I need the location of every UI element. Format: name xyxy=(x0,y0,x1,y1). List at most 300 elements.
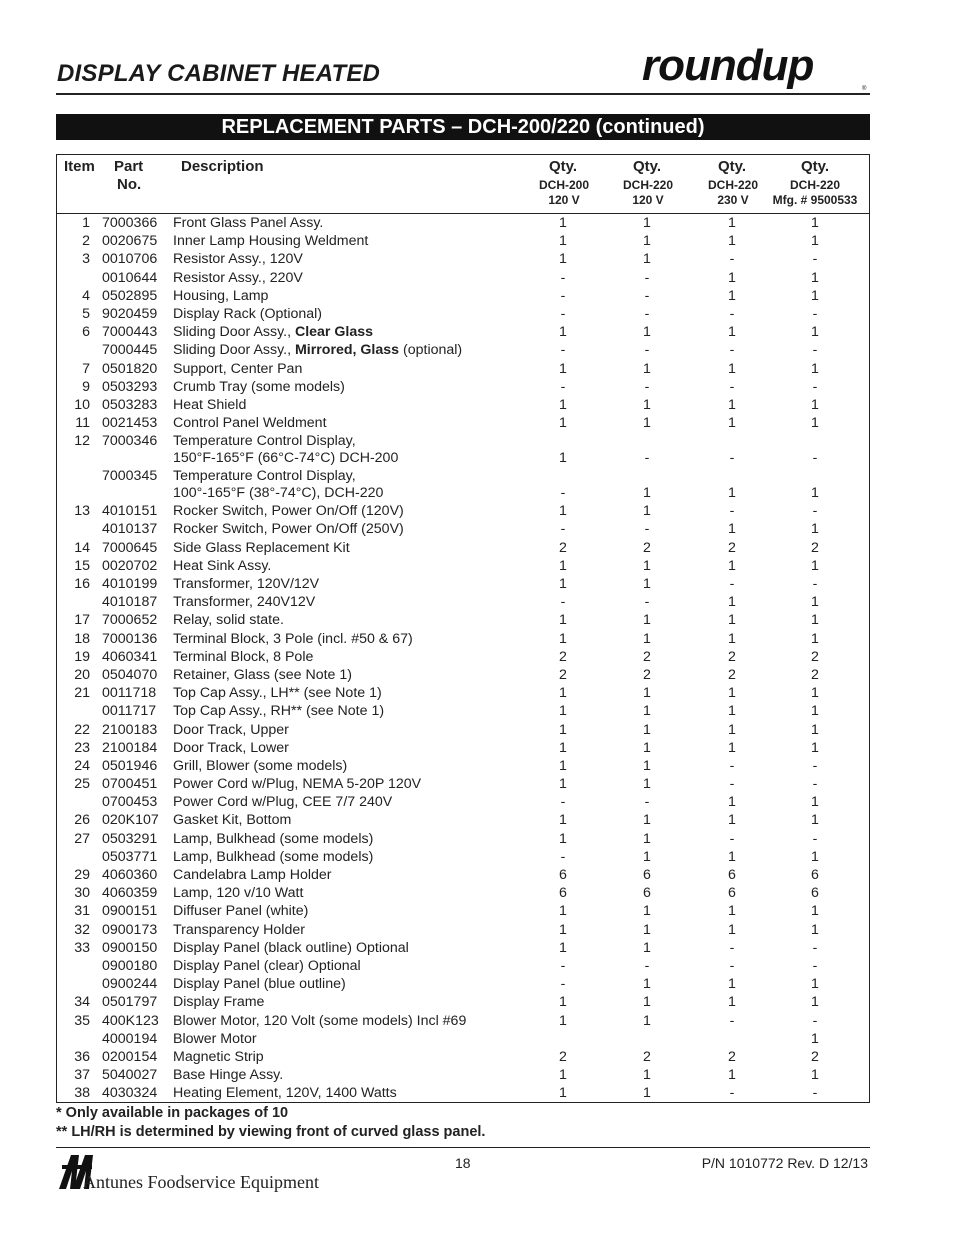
qty-value: - xyxy=(729,830,735,847)
qty-value: 2 xyxy=(728,648,736,665)
qty-value: 1 xyxy=(559,576,567,592)
qty-value: - xyxy=(560,521,566,538)
qty-value: - xyxy=(644,342,650,359)
qty-value: 1 xyxy=(643,396,651,413)
part-number: 4000194 xyxy=(102,1030,158,1047)
qty-value: - xyxy=(560,848,566,865)
header-col-dch220-120: DCH-220 120 V xyxy=(622,178,673,207)
footnotes xyxy=(56,1104,485,1142)
qty-value: - xyxy=(812,305,818,322)
item-number: 20 xyxy=(74,666,90,683)
part-number: 0900180 xyxy=(102,957,158,974)
part-description: Terminal Block, 3 Pole (incl. #50 & 67) xyxy=(173,630,413,647)
qty-value: 1 xyxy=(643,630,651,647)
svg-text:®: ® xyxy=(862,86,867,92)
part-description: Lamp, Bulkhead (some models) xyxy=(173,830,374,847)
qty-value: 1 xyxy=(811,721,819,738)
qty-value: 1 xyxy=(728,360,736,377)
table-row xyxy=(57,214,869,232)
qty-value: 1 xyxy=(811,612,819,629)
qty-value: 1 xyxy=(811,794,819,811)
part-description: Rocker Switch, Power On/Off (120V) xyxy=(173,503,404,520)
item-number: 38 xyxy=(74,1085,90,1102)
qty-value: 1 xyxy=(811,630,819,647)
qty-value: 1 xyxy=(643,994,651,1011)
qty-value: 1 xyxy=(559,450,567,467)
qty-value: 1 xyxy=(811,903,819,920)
qty-value: 1 xyxy=(811,848,819,865)
qty-value: 1 xyxy=(643,503,651,520)
qty-value: 1 xyxy=(728,1067,736,1084)
part-number: 4010187 xyxy=(102,594,158,611)
part-description: Crumb Tray (some models) xyxy=(173,378,345,395)
qty-value: - xyxy=(560,269,566,286)
qty-value: 1 xyxy=(728,812,736,829)
part-number: 4030324 xyxy=(102,1085,158,1102)
qty-value: 1 xyxy=(811,287,819,304)
part-number: 0011718 xyxy=(102,685,157,702)
table-row xyxy=(57,902,869,920)
qty-value: 1 xyxy=(811,396,819,413)
part-number: 5040027 xyxy=(102,1067,158,1084)
part-description: Sliding Door Assy., Mirrored, Glass (optional) xyxy=(173,342,463,359)
part-description: Display Panel (blue outline) xyxy=(173,976,346,993)
qty-value: 1 xyxy=(643,251,651,268)
qty-value: 6 xyxy=(811,867,819,883)
part-description: Blower Motor xyxy=(173,1030,257,1047)
qty-value: 1 xyxy=(559,557,567,574)
qty-value: 1 xyxy=(559,830,567,847)
qty-value: - xyxy=(560,957,566,974)
qty-value: 1 xyxy=(728,594,736,611)
qty-value: 1 xyxy=(811,215,819,231)
item-number: 4 xyxy=(82,287,90,304)
qty-value: 6 xyxy=(559,867,567,883)
part-number: 2100184 xyxy=(102,739,158,756)
qty-value: - xyxy=(729,939,735,956)
qty-value: - xyxy=(560,794,566,811)
part-description: Power Cord w/Plug, NEMA 5-20P 120V xyxy=(173,776,422,793)
part-number: 4010151 xyxy=(102,503,158,520)
table-row xyxy=(57,520,869,538)
qty-value: 1 xyxy=(728,976,736,993)
part-description: Temperature Control Display, 150°F-165°F (66°C-74°C) DCH-200 xyxy=(173,433,399,467)
qty-value: 1 xyxy=(643,685,651,702)
part-number: 4060359 xyxy=(102,885,158,902)
qty-value: - xyxy=(644,305,650,322)
qty-value: - xyxy=(812,957,818,974)
table-row xyxy=(57,467,869,502)
table-row xyxy=(57,830,869,848)
part-number: 400K123 xyxy=(102,1012,159,1029)
qty-value: - xyxy=(644,269,650,286)
item-number: 7 xyxy=(82,360,90,377)
qty-value: 1 xyxy=(559,903,567,920)
qty-value: 6 xyxy=(728,885,736,902)
part-number: 7000652 xyxy=(102,612,158,629)
qty-value: 1 xyxy=(559,1067,567,1084)
part-number: 0502895 xyxy=(102,287,158,304)
qty-value: 1 xyxy=(728,396,736,413)
part-number: 0900151 xyxy=(102,903,158,920)
item-number: 26 xyxy=(74,812,90,829)
qty-value: 2 xyxy=(728,539,736,556)
part-number: 0900173 xyxy=(102,921,158,938)
qty-value: 1 xyxy=(728,557,736,574)
qty-value: 1 xyxy=(559,739,567,756)
part-description: Gasket Kit, Bottom xyxy=(173,812,292,829)
qty-value: - xyxy=(812,251,818,268)
qty-value: - xyxy=(729,576,735,592)
item-number: 18 xyxy=(74,630,90,647)
qty-value: 1 xyxy=(728,903,736,920)
item-number: 30 xyxy=(74,885,90,902)
table-row xyxy=(57,269,869,287)
part-number: 2100183 xyxy=(102,721,158,738)
part-number: 7000445 xyxy=(102,342,158,359)
qty-value: 1 xyxy=(559,921,567,938)
part-description: Side Glass Replacement Kit xyxy=(173,539,350,556)
part-number: 0503291 xyxy=(102,830,158,847)
part-number: 0010706 xyxy=(102,251,158,268)
table-row xyxy=(57,287,869,305)
header-col-dch200-120: DCH-200 120 V xyxy=(538,178,589,207)
item-number: 25 xyxy=(74,776,90,793)
header-qty-2: Qty. xyxy=(633,158,662,175)
part-description: Display Rack (Optional) xyxy=(173,305,323,322)
header-col-dch220-mfg: DCH-220 Mfg. # 9500533 xyxy=(772,178,858,207)
part-description: Control Panel Weldment xyxy=(173,415,327,432)
section-banner: REPLACEMENT PARTS – DCH-200/220 (continued) xyxy=(56,114,870,140)
item-number: 34 xyxy=(74,994,90,1011)
qty-value: 1 xyxy=(811,921,819,938)
header-qty-3: Qty. xyxy=(718,158,747,175)
qty-value: 1 xyxy=(811,703,819,720)
part-description: Display Frame xyxy=(173,994,265,1011)
qty-value: - xyxy=(729,1012,735,1029)
item-number: 9 xyxy=(82,378,90,395)
part-number: 0501946 xyxy=(102,757,158,774)
qty-value: 1 xyxy=(728,739,736,756)
roundup-logo xyxy=(640,42,872,92)
table-row xyxy=(57,250,869,268)
qty-value: 1 xyxy=(728,685,736,702)
part-description: Inner Lamp Housing Weldment xyxy=(173,233,369,250)
item-number: 2 xyxy=(82,233,90,250)
qty-value: 1 xyxy=(811,739,819,756)
part-description: Transparency Holder xyxy=(173,921,305,938)
item-number: 31 xyxy=(74,903,90,920)
item-number: 6 xyxy=(82,324,90,341)
table-row xyxy=(57,757,869,775)
part-number: 7000366 xyxy=(102,215,158,231)
qty-value: 1 xyxy=(643,612,651,629)
qty-value: - xyxy=(644,450,650,467)
part-number: 7000136 xyxy=(102,630,158,647)
qty-value: 1 xyxy=(643,848,651,865)
qty-value: 1 xyxy=(643,776,651,793)
table-row xyxy=(57,593,869,611)
part-description: Display Panel (clear) Optional xyxy=(173,957,361,974)
qty-value: 1 xyxy=(811,594,819,611)
part-number: 0504070 xyxy=(102,666,158,683)
part-number: 020K107 xyxy=(102,812,159,829)
part-number: 7000443 xyxy=(102,324,158,341)
qty-value: 1 xyxy=(811,685,819,702)
qty-value: 1 xyxy=(559,757,567,774)
qty-value: - xyxy=(560,594,566,611)
part-description: Support, Center Pan xyxy=(173,360,303,377)
qty-value: 1 xyxy=(811,1067,819,1084)
qty-value: - xyxy=(812,776,818,793)
table-row xyxy=(57,1012,869,1030)
qty-value: 2 xyxy=(643,1048,651,1065)
qty-value: 1 xyxy=(811,521,819,538)
qty-value: 6 xyxy=(728,867,736,883)
qty-value: - xyxy=(729,450,735,467)
part-description: Sliding Door Assy., Clear Glass xyxy=(173,324,374,341)
qty-value: 1 xyxy=(728,324,736,341)
item-number: 33 xyxy=(74,939,90,956)
item-number: 35 xyxy=(74,1012,90,1029)
table-row xyxy=(57,993,869,1011)
qty-value: 1 xyxy=(728,612,736,629)
footer-divider xyxy=(56,1147,870,1148)
table-row xyxy=(57,866,869,884)
qty-value: 1 xyxy=(559,251,567,268)
qty-value: 1 xyxy=(728,630,736,647)
qty-value: - xyxy=(812,1085,818,1102)
part-description: Blower Motor, 120 Volt (some models) Incl #69 xyxy=(173,1012,467,1029)
qty-value: - xyxy=(812,1012,818,1029)
item-number: 22 xyxy=(74,721,90,738)
part-number: 0503771 xyxy=(102,848,158,865)
table-row xyxy=(57,378,869,396)
qty-value: 1 xyxy=(643,324,651,341)
part-description: Front Glass Panel Assy. xyxy=(173,215,324,231)
table-row xyxy=(57,630,869,648)
qty-value: 1 xyxy=(643,485,651,502)
part-description: Rocker Switch, Power On/Off (250V) xyxy=(173,521,404,538)
table-row xyxy=(57,232,869,250)
table-row xyxy=(57,957,869,975)
qty-value: 1 xyxy=(728,215,736,231)
part-number: 7000346 xyxy=(102,433,158,450)
qty-value: 1 xyxy=(559,685,567,702)
qty-value: 1 xyxy=(559,360,567,377)
qty-value: 1 xyxy=(643,939,651,956)
footnote: ** LH/RH is determined by viewing front of curved glass panel. xyxy=(56,1124,486,1140)
table-row xyxy=(57,666,869,684)
qty-value: 1 xyxy=(559,324,567,341)
qty-value: 1 xyxy=(728,921,736,938)
qty-value: - xyxy=(644,957,650,974)
qty-value: 2 xyxy=(728,666,736,683)
part-description: Display Panel (black outline) Optional xyxy=(173,939,409,956)
table-row xyxy=(57,884,869,902)
qty-value: 1 xyxy=(643,757,651,774)
qty-value: - xyxy=(812,342,818,359)
qty-value: 1 xyxy=(728,721,736,738)
qty-value: 1 xyxy=(811,324,819,341)
qty-value: 1 xyxy=(643,233,651,250)
part-description: Transformer, 120V/12V xyxy=(173,576,320,592)
table-row xyxy=(57,611,869,629)
part-number: 4010137 xyxy=(102,521,158,538)
item-number: 32 xyxy=(74,921,90,938)
qty-value: 1 xyxy=(559,503,567,520)
qty-value: 1 xyxy=(728,703,736,720)
qty-value: 1 xyxy=(643,903,651,920)
item-number: 17 xyxy=(74,612,90,629)
item-number: 24 xyxy=(74,757,90,774)
qty-value: 1 xyxy=(643,415,651,432)
qty-value: 1 xyxy=(559,630,567,647)
part-description: Diffuser Panel (white) xyxy=(173,903,309,920)
qty-value: 1 xyxy=(811,812,819,829)
qty-value: 1 xyxy=(728,415,736,432)
part-number: 7000645 xyxy=(102,539,158,556)
item-number: 11 xyxy=(75,415,90,432)
part-description: Transformer, 240V12V xyxy=(173,594,316,611)
qty-value: - xyxy=(729,378,735,395)
table-row xyxy=(57,975,869,993)
qty-value: 2 xyxy=(643,648,651,665)
qty-value: - xyxy=(729,305,735,322)
part-number: 4060360 xyxy=(102,867,158,883)
qty-value: - xyxy=(644,287,650,304)
table-row xyxy=(57,575,869,593)
table-row xyxy=(57,557,869,575)
part-description: Retainer, Glass (see Note 1) xyxy=(173,666,352,683)
part-description: Candelabra Lamp Holder xyxy=(173,867,332,883)
qty-value: - xyxy=(729,342,735,359)
header-col-dch220-230: DCH-220 230 V xyxy=(707,178,758,207)
qty-value: 1 xyxy=(643,1085,651,1102)
qty-value: - xyxy=(729,503,735,520)
qty-value: 1 xyxy=(559,721,567,738)
qty-value: 1 xyxy=(728,994,736,1011)
qty-value: 2 xyxy=(811,648,819,665)
qty-value: 1 xyxy=(728,848,736,865)
header-divider xyxy=(56,93,870,95)
qty-value: 1 xyxy=(643,921,651,938)
table-row xyxy=(57,1048,869,1066)
item-number: 36 xyxy=(74,1048,90,1065)
company-name: Antunes Foodservice Equipment xyxy=(83,1172,319,1192)
page-number: 18 xyxy=(455,1155,471,1171)
qty-value: 1 xyxy=(643,830,651,847)
table-row xyxy=(57,396,869,414)
table-row xyxy=(57,323,869,341)
qty-value: - xyxy=(812,576,818,592)
table-body xyxy=(57,214,869,1102)
qty-value: - xyxy=(729,757,735,774)
table-row xyxy=(57,360,869,378)
qty-value: 1 xyxy=(811,1030,819,1047)
qty-value: 1 xyxy=(643,1067,651,1084)
qty-value: - xyxy=(560,305,566,322)
header-qty-4: Qty. xyxy=(801,158,830,175)
table-row xyxy=(57,648,869,666)
header-part-line2: No. xyxy=(117,176,142,193)
qty-value: 1 xyxy=(643,721,651,738)
item-number: 23 xyxy=(74,739,90,756)
qty-value: 1 xyxy=(728,485,736,502)
item-number: 21 xyxy=(74,685,90,702)
qty-value: 1 xyxy=(728,287,736,304)
qty-value: - xyxy=(812,503,818,520)
part-number: 0503293 xyxy=(102,378,158,395)
part-description: Top Cap Assy., RH** (see Note 1) xyxy=(173,703,385,720)
part-description: Power Cord w/Plug, CEE 7/7 240V xyxy=(173,794,393,811)
part-number: 0020675 xyxy=(102,233,158,250)
table-row xyxy=(57,502,869,520)
qty-value: 1 xyxy=(559,812,567,829)
part-number: 4060341 xyxy=(102,648,158,665)
table-row xyxy=(57,1084,869,1102)
part-description: Heat Shield xyxy=(173,396,247,413)
part-number: 0011717 xyxy=(102,703,157,720)
table-row xyxy=(57,684,869,702)
qty-value: 2 xyxy=(559,539,567,556)
part-number: 0900244 xyxy=(102,976,158,993)
part-number: 4010199 xyxy=(102,576,158,592)
header-part-line1: Part xyxy=(114,158,144,175)
part-description: Relay, solid state. xyxy=(173,612,284,629)
item-number: 13 xyxy=(74,503,90,520)
qty-value: - xyxy=(560,287,566,304)
table-row xyxy=(57,848,869,866)
part-number: 0501797 xyxy=(102,994,158,1011)
item-number: 15 xyxy=(74,557,90,574)
qty-value: 1 xyxy=(559,233,567,250)
item-number: 5 xyxy=(82,305,90,322)
part-number: 0021453 xyxy=(102,415,158,432)
qty-value: 1 xyxy=(559,703,567,720)
item-number: 29 xyxy=(74,867,90,883)
qty-value: - xyxy=(729,1085,735,1102)
part-description: Heating Element, 120V, 1400 Watts xyxy=(173,1085,397,1102)
qty-value: 1 xyxy=(811,360,819,377)
qty-value: 1 xyxy=(643,1012,651,1029)
header-item: Item xyxy=(64,158,95,175)
qty-value: 1 xyxy=(643,215,651,231)
qty-value: 1 xyxy=(811,976,819,993)
qty-value: - xyxy=(812,757,818,774)
qty-value: 1 xyxy=(811,557,819,574)
part-description: Lamp, Bulkhead (some models) xyxy=(173,848,374,865)
part-description: Temperature Control Display, 100°-165°F (38°-74°C), DCH-220 xyxy=(173,468,384,502)
qty-value: 2 xyxy=(728,1048,736,1065)
qty-value: 1 xyxy=(559,939,567,956)
qty-value: - xyxy=(812,830,818,847)
part-description: Door Track, Lower xyxy=(173,739,289,756)
part-description: Top Cap Assy., LH** (see Note 1) xyxy=(173,685,382,702)
table-row xyxy=(57,305,869,323)
qty-value: 1 xyxy=(559,215,567,231)
header-qty-1: Qty. xyxy=(549,158,578,175)
qty-value: 1 xyxy=(811,485,819,502)
qty-value: - xyxy=(812,450,818,467)
qty-value: - xyxy=(812,378,818,395)
table-row xyxy=(57,721,869,739)
qty-value: - xyxy=(644,594,650,611)
qty-value: - xyxy=(560,485,566,502)
part-number: 9020459 xyxy=(102,305,158,322)
part-description: Lamp, 120 v/10 Watt xyxy=(173,885,304,902)
footnote: * Only available in packages of 10 xyxy=(56,1105,289,1121)
